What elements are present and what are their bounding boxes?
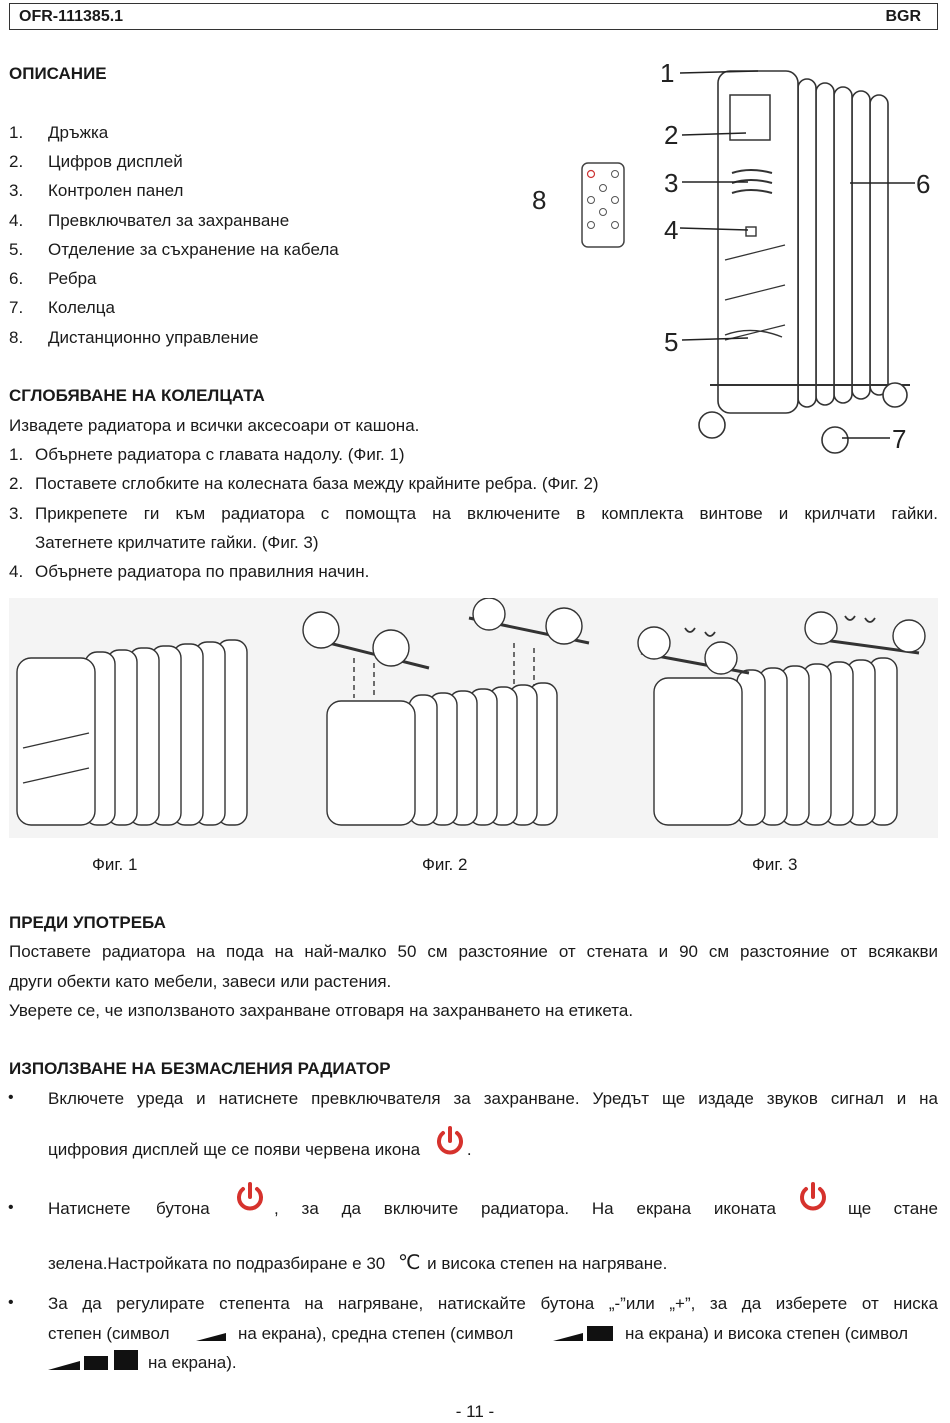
assembly-figures <box>9 598 938 838</box>
description-title: ОПИСАНИЕ <box>9 64 107 83</box>
heat-low-icon <box>196 1327 230 1341</box>
usage-bullet-3-text: на екрана), средна степен (символ <box>238 1324 514 1343</box>
figure-1-label: Фиг. 1 <box>92 855 138 874</box>
callout-5: 5 <box>664 327 679 357</box>
before-use-text-line: Уверете се, че използваното захранване отговаря на захранването на етикета. <box>9 1001 634 1020</box>
remote-control-illustration <box>582 163 624 247</box>
heat-medium-icon <box>553 1323 615 1341</box>
model-number: OFR-111385.1 <box>19 8 124 25</box>
heat-high-icon <box>48 1348 140 1370</box>
usage-bullet-3-text: степен (символ <box>48 1324 170 1343</box>
usage-bullet-2-line-2: зелена.Настройката по подразбиране е 30 ℃ и висока степен на нагряване. <box>48 1252 668 1274</box>
callout-6: 6 <box>916 169 931 199</box>
callout-4: 4 <box>664 215 679 245</box>
usage-bullet-2-text: , за да включите радиатора. На екрана иконата <box>274 1199 776 1218</box>
document-header <box>9 3 938 30</box>
usage-title: ИЗПОЛЗВАНЕ НА БЕЗМАСЛЕНИЯ РАДИАТОР <box>9 1059 391 1078</box>
usage-bullet-2-word: бутона <box>156 1199 210 1218</box>
before-use-text-line: Поставете радиатора на пода на най-малко 50 см разстояние от стената и 90 см разстояние от всякакви <box>9 942 938 961</box>
usage-bullet-1-line-1: Включете уреда и натиснете превключвателя за захранване. Уредът ще издаде звуков сигнал и на <box>48 1089 938 1108</box>
power-icon <box>796 1180 830 1214</box>
celsius-symbol: ℃ <box>397 1252 421 1274</box>
figure-3-label: Фиг. 3 <box>752 855 798 874</box>
heater-diagram <box>520 55 940 455</box>
power-icon <box>433 1124 467 1158</box>
usage-bullet-3-line-3: на екрана). <box>148 1353 237 1372</box>
parts-list: 1. Дръжка 2. Цифров дисплей 3. Контролен панел 4. Превключвател за захранване 5. Отделение за съхранение на кабела 6. Ребра 7. Колелца 8. Дистанционно управление <box>9 123 339 347</box>
usage-bullet-3-text: на екрана) и висока степен (символ <box>625 1324 908 1343</box>
page-number: - 11 - <box>455 1402 495 1421</box>
assembly-title: СГЛОБЯВАНЕ НА КОЛЕЛЦАТА <box>9 386 265 405</box>
assembly-step-continued: Затегнете крилчатите гайки. (Фиг. 3) <box>35 533 319 552</box>
bullet-marker: • <box>8 1294 14 1311</box>
language-code: BGR <box>885 8 921 25</box>
callout-1: 1 <box>660 58 675 88</box>
before-use-text-line: други обекти като мебели, завеси или растения. <box>9 972 392 991</box>
bullet-marker: • <box>8 1199 14 1216</box>
power-icon <box>233 1180 267 1214</box>
assembly-intro: Извадете радиатора и всички аксесоари от кашона. <box>9 416 420 435</box>
figure-2-label: Фиг. 2 <box>422 855 468 874</box>
callout-7: 7 <box>892 424 907 454</box>
bullet-marker: • <box>8 1089 14 1106</box>
usage-bullet-3-line-1: За да регулирате степента на нагряване, натискайте бутона „-”или „+”, за да изберете от ниска <box>48 1294 938 1313</box>
callout-2: 2 <box>664 120 679 150</box>
figure-1-illustration <box>17 640 247 825</box>
callout-8: 8 <box>532 185 547 215</box>
usage-bullet-2-word: Натиснете <box>48 1199 131 1218</box>
usage-bullet-2-word: ще стане <box>848 1199 938 1218</box>
before-use-title: ПРЕДИ УПОТРЕБА <box>9 913 166 932</box>
callout-3: 3 <box>664 168 679 198</box>
usage-bullet-1-line-2: цифровия дисплей ще се появи червена икона . <box>48 1140 472 1160</box>
